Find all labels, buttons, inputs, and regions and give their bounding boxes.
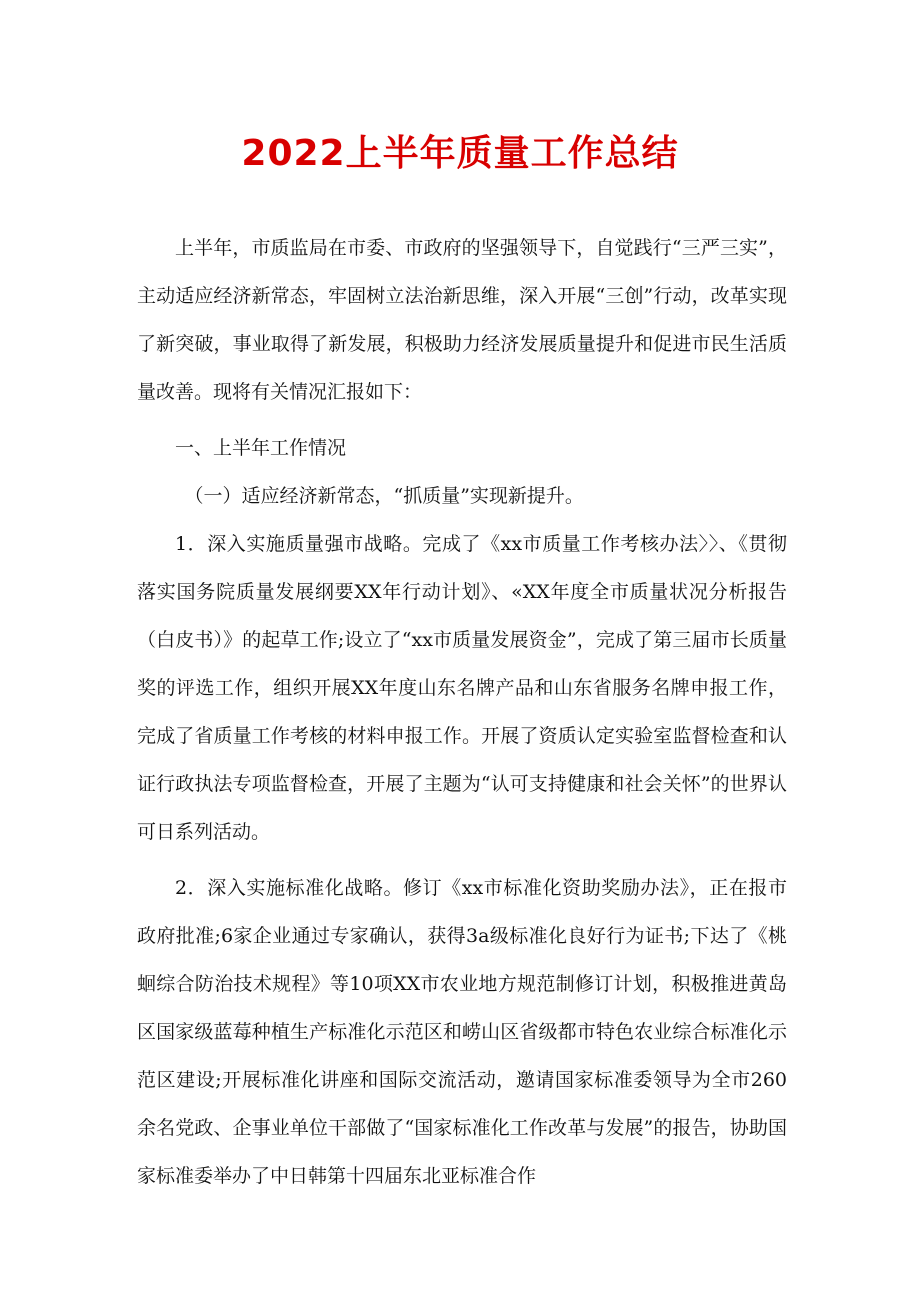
section-heading-1: 一、上半年工作情况	[175, 437, 347, 459]
subsection-heading-1: （一）适应经济新常态，“抓质量”实现新提升。	[184, 485, 584, 507]
document-body	[137, 224, 787, 1200]
intro-paragraph: 上半年，市质监局在市委、市政府的坚强领导下，自觉践行“三严三实”，主动适应经济新常态，牢固树立法治新思维，深入开展“三创”行动，改革实现了新突破，事业取得了新发展，积极助力经济发展质量提升和促进市民生活质量改善。现将有关情况汇报如下：	[137, 237, 787, 403]
item-paragraph-2: 2．深入实施标准化战略。修订《xx市标准化资助奖励办法》，正在报市政府批准;6家企业通过专家确认，获得3a级标准化良好行为证书;下达了《桃蛔综合防治技术规程》等10项XX市农业地方规范制修订计划，积极推进黄岛区国家级蓝莓种植生产标准化示范区和崂山区省级都市特色农业综合标准化示范区建设;开展标准化讲座和国际交流活动，邀请国家标准委领导为全市260余名党政、企事业单位干部做了“国家标准化工作改革与发展”的报告，协助国家标准委举办了中日韩第十四届东北亚标准合作	[137, 877, 787, 1187]
item-paragraph-1: 1．深入实施质量强市战略。完成了《xx市质量工作考核办法〉〉、《贯彻落实国务院质量发展纲要XX年行动计划》、«XX年度全市质量状况分析报告（白皮书）》的起草工作;设立了“xx市质量发展资金”，完成了第三届市长质量奖的评选工作，组织开展XX年度山东名牌产品和山东省服务名牌申报工作，完成了省质量工作考核的材料申报工作。开展了资质认定实验室监督检查和认证行政执法专项监督检查，开展了主题为“认可支持健康和社会关怀”的世界认可日系列活动。	[137, 533, 787, 843]
document-title: 2022上半年质量工作总结	[241, 133, 679, 174]
